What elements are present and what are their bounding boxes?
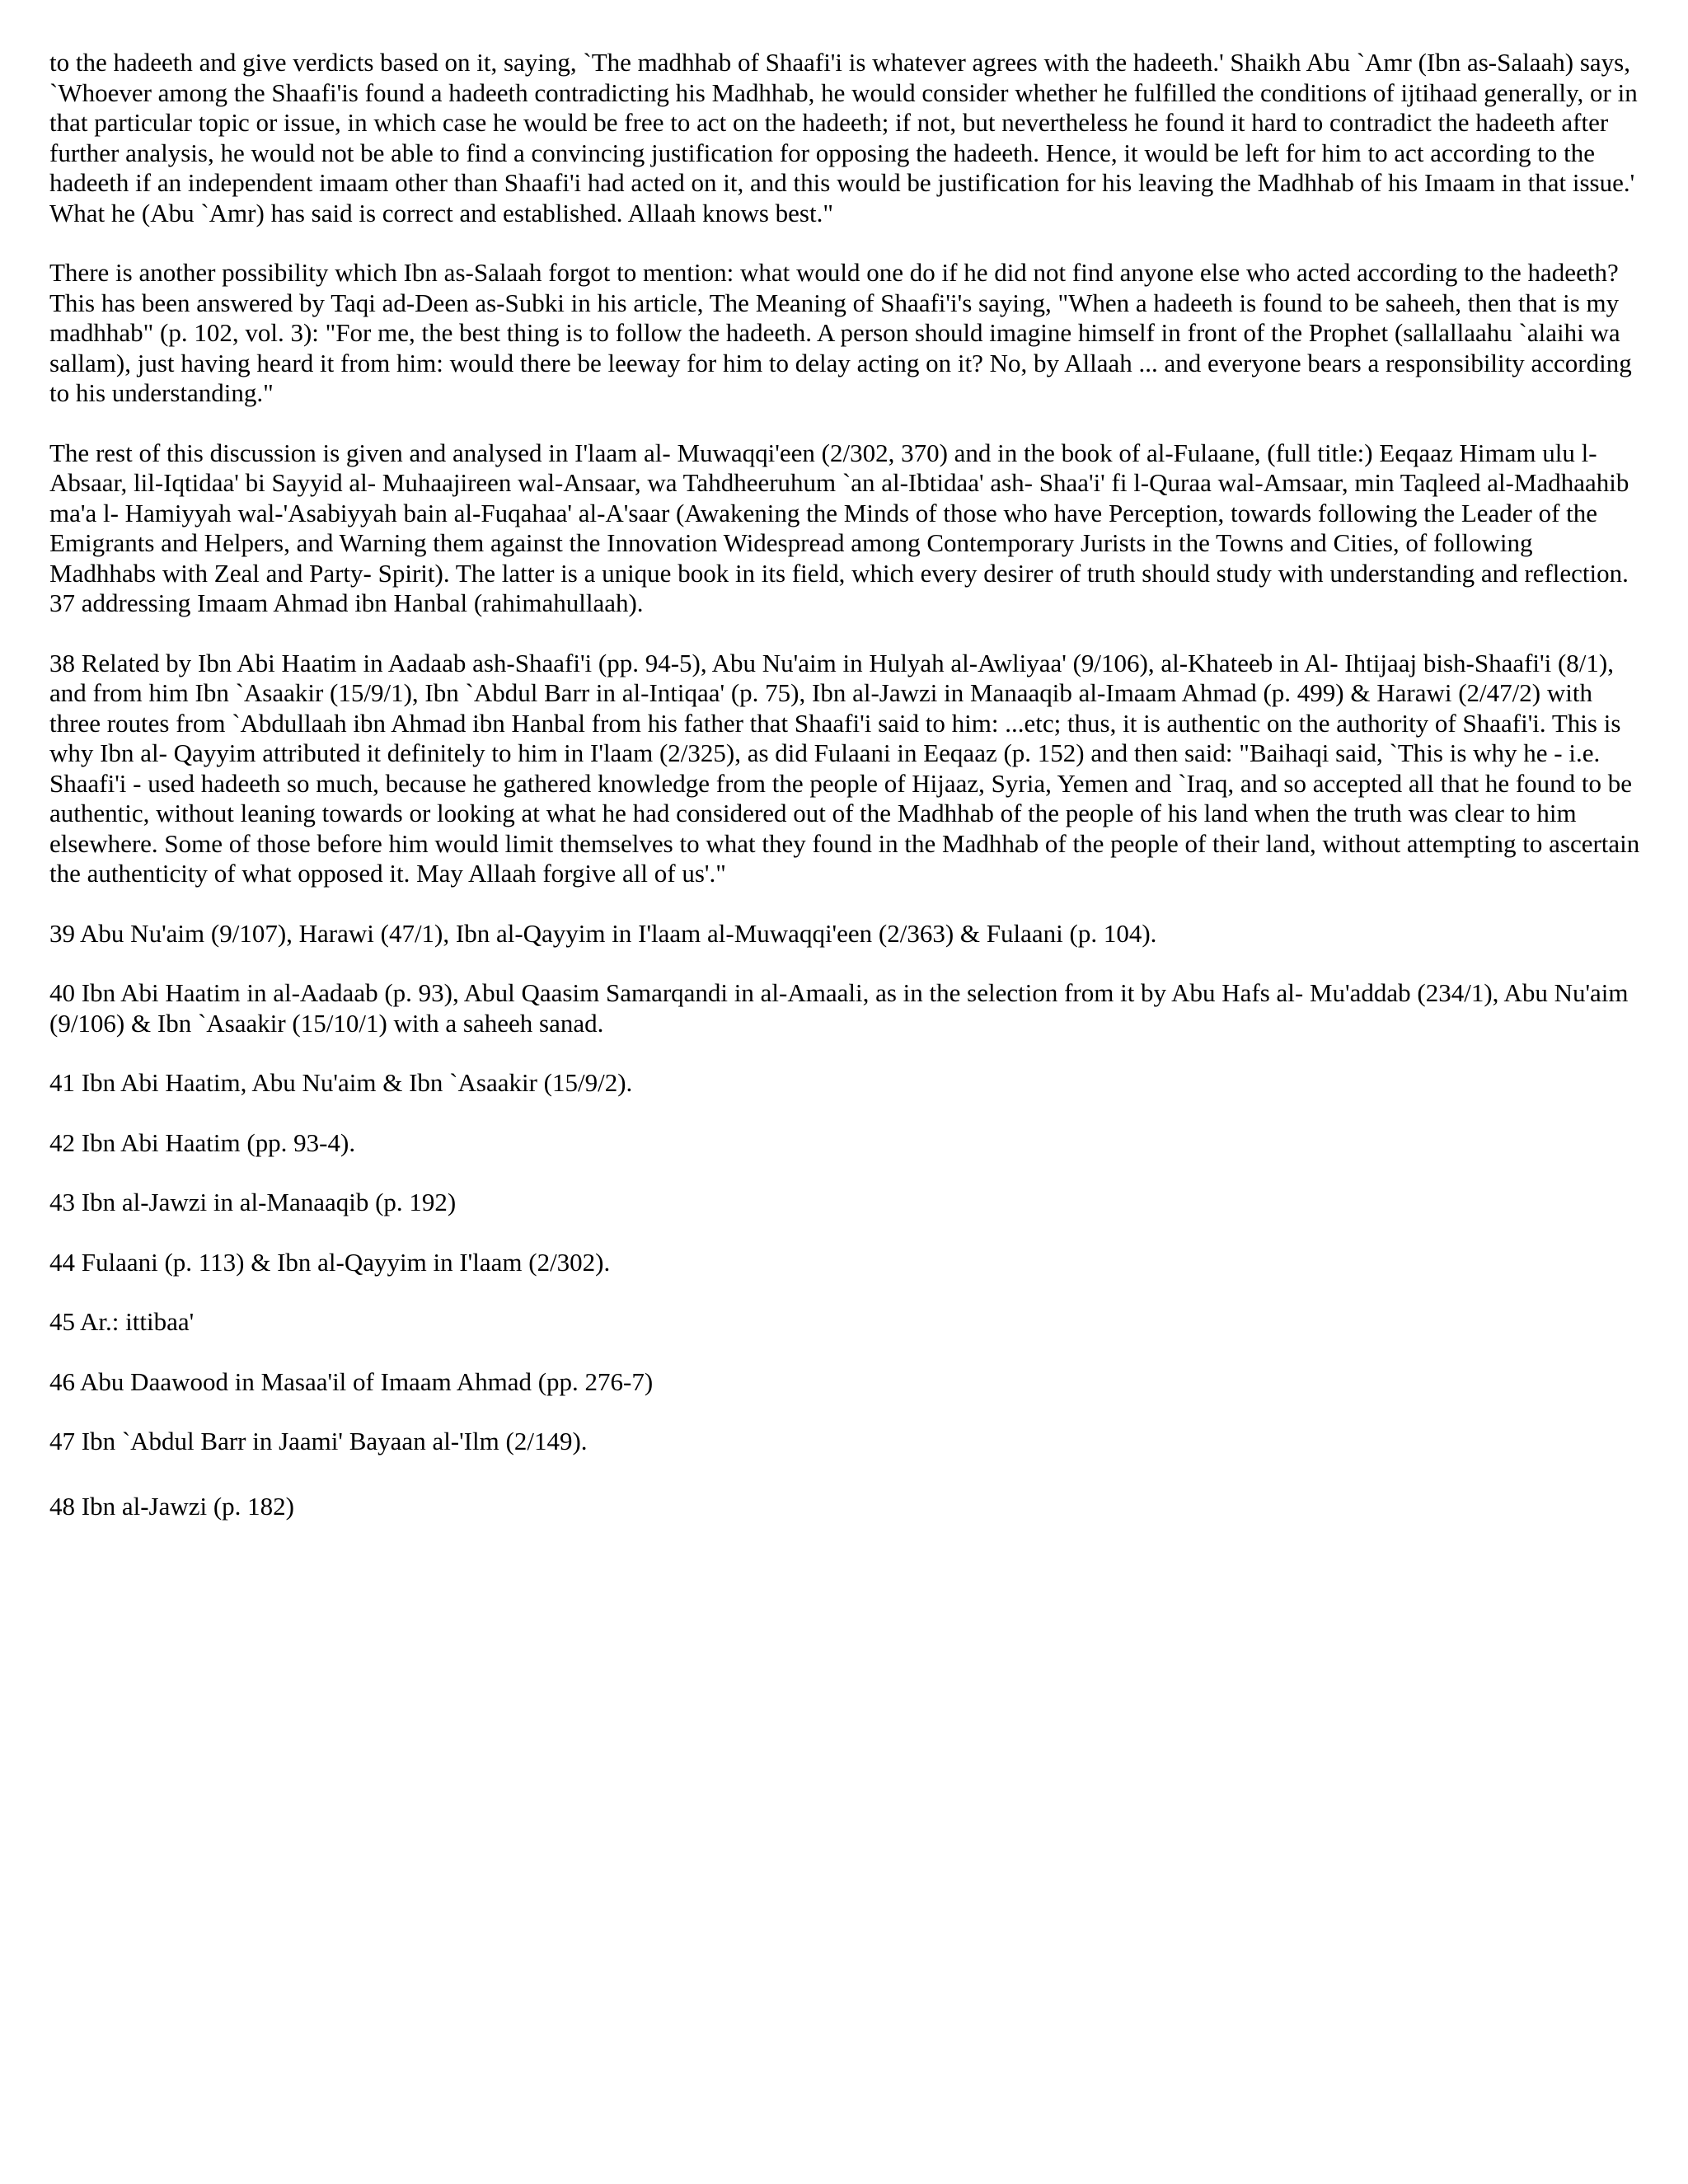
footnote-45: 45 Ar.: ittibaa' <box>49 1307 195 1336</box>
document-page <box>49 48 1644 1551</box>
footnote-48: 48 Ibn al-Jawzi (p. 182) <box>49 1491 294 1521</box>
footnote-44: 44 Fulaani (p. 113) & Ibn al-Qayyim in I'laam (2/302). <box>49 1247 611 1277</box>
footnote-47: 47 Ibn `Abdul Barr in Jaami' Bayaan al-'Ilm (2/149). <box>49 1427 588 1455</box>
footnote-38: 38 Related by Ibn Abi Haatim in Aadaab ash-Shaafi'i (pp. 94-5), Abu Nu'aim in Hulyah al-Awliyaa' (9/106), al-Khateeb in Al- Ihtijaaj bish-Shaafi'i (8/1), and from him Ibn `Asaakir (15/9/1), Ibn `Abdul Barr in al-Intiqaa' (p. 75), Ibn al-Jawzi in Manaaqib al-Imaam Ahmad (p. 499) & Harawi (2/47/2) with three routes from `Abdullaah ibn Ahmad ibn Hanbal from his father that Shaafi'i said to him: ...etc; thus, it is authentic on the authority of Shaafi'i. This is why Ibn al- Qayyim attributed it definitely to him in I'laam (2/325), as did Fulaani in Eeqaaz (p. 152) and then said: "Baihaqi said, `This is why he - i.e. Shaafi'i - used hadeeth so much, because he gathered knowledge from the people of Hijaaz, Syria, Yemen and `Iraq, and so accepted all that he found to be authentic, without leaning towards or looking at what he had considered out of the Madhhab of the people of his land when the truth was clear to him elsewhere. Some of those before him would limit themselves to what they found in the Madhhab of the people of their land, without attempting to ascertain the authenticity of what opposed it. May Allaah forgive all of us'." <box>49 648 1640 888</box>
footnote-40: 40 Ibn Abi Haatim in al-Aadaab (p. 93), Abul Qaasim Samarqandi in al-Amaali, as in the selection from it by Abu Hafs al- Mu'addab (234/1), Abu Nu'aim (9/106) & Ibn `Asaakir (15/10/1) with a saheeh sanad. <box>49 978 1629 1038</box>
footnote-42: 42 Ibn Abi Haatim (pp. 93-4). <box>49 1127 356 1157</box>
paragraph-subki: There is another possibility which Ibn as-Salaah forgot to mention: what would one do if he did not find anyone else who acted according to the hadeeth? This has been answered by Taqi ad-Deen as-Subki in his article, The Meaning of Shaafi'i's saying, "When a hadeeth is found to be saheeh, then that is my madhhab" (p. 102, vol. 3): "For me, the best thing is to follow the hadeeth. A person should imagine himself in front of the Prophet (sallallaahu `alaihi wa sallam), just having heard it from him: would there be leeway for him to delay acting on it? No, by Allaah ... and everyone bears a responsibility according to his understanding." <box>49 258 1632 407</box>
paragraph-further-discussion: The rest of this discussion is given and analysed in I'laam al- Muwaqqi'een (2/302, 370) and in the book of al-Fulaane, (full title:) Eeqaaz Himam ulu l-Absaar, lil-Iqtidaa' bi Sayyid al- Muhaajireen wal-Ansaar, wa Tahdheeruhum `an al-Ibtidaa' ash- Shaa'i' fi l-Quraa wal-Amsaar, min Taqleed al-Madhaahib ma'a l- Hamiyyah wal-'Asabiyyah bain al-Fuqahaa' al-A'saar (Awakening the Minds of those who have Perception, towards following the Leader of the Emigrants and Helpers, and Warning them against the Innovation Widespread among Contemporary Jurists in the Towns and Cities, of following Madhhabs with Zeal and Party- Spirit). The latter is a unique book in its field, which every desirer of truth should study with understanding and reflection. 37 addressing Imaam Ahmad ibn Hanbal (rahimahullaah). <box>49 438 1629 617</box>
footnote-46: 46 Abu Daawood in Masaa'il of Imaam Ahmad (pp. 276-7) <box>49 1366 654 1396</box>
footnote-39: 39 Abu Nu'aim (9/107), Harawi (47/1), Ibn al-Qayyim in I'laam al-Muwaqqi'een (2/363) & Fulaani (p. 104). <box>49 918 1157 948</box>
footnote-43: 43 Ibn al-Jawzi in al-Manaaqib (p. 192) <box>49 1188 457 1216</box>
paragraph-continuation: to the hadeeth and give verdicts based on it, saying, `The madhhab of Shaafi'i is whatever agrees with the hadeeth.' Shaikh Abu `Amr (Ibn as-Salaah) says, `Whoever among the Shaafi'is found a hadeeth contradicting his Madhhab, he would consider whether he fulfilled the conditions of ijtihaad generally, or in that particular topic or issue, in which case he would be free to act on the hadeeth; if not, but nevertheless he found it hard to contradict the hadeeth after further analysis, he would not be able to find a convincing justification for opposing the hadeeth. Hence, it would be left for him to act according to the hadeeth if an independent imaam other than Shaafi'i had acted on it, and this would be justification for his leaving the Madhhab of his Imaam in that issue.' What he (Abu `Amr) has said is correct and established. Allaah knows best." <box>49 48 1638 227</box>
footnote-41: 41 Ibn Abi Haatim, Abu Nu'aim & Ibn `Asaakir (15/9/2). <box>49 1068 633 1097</box>
